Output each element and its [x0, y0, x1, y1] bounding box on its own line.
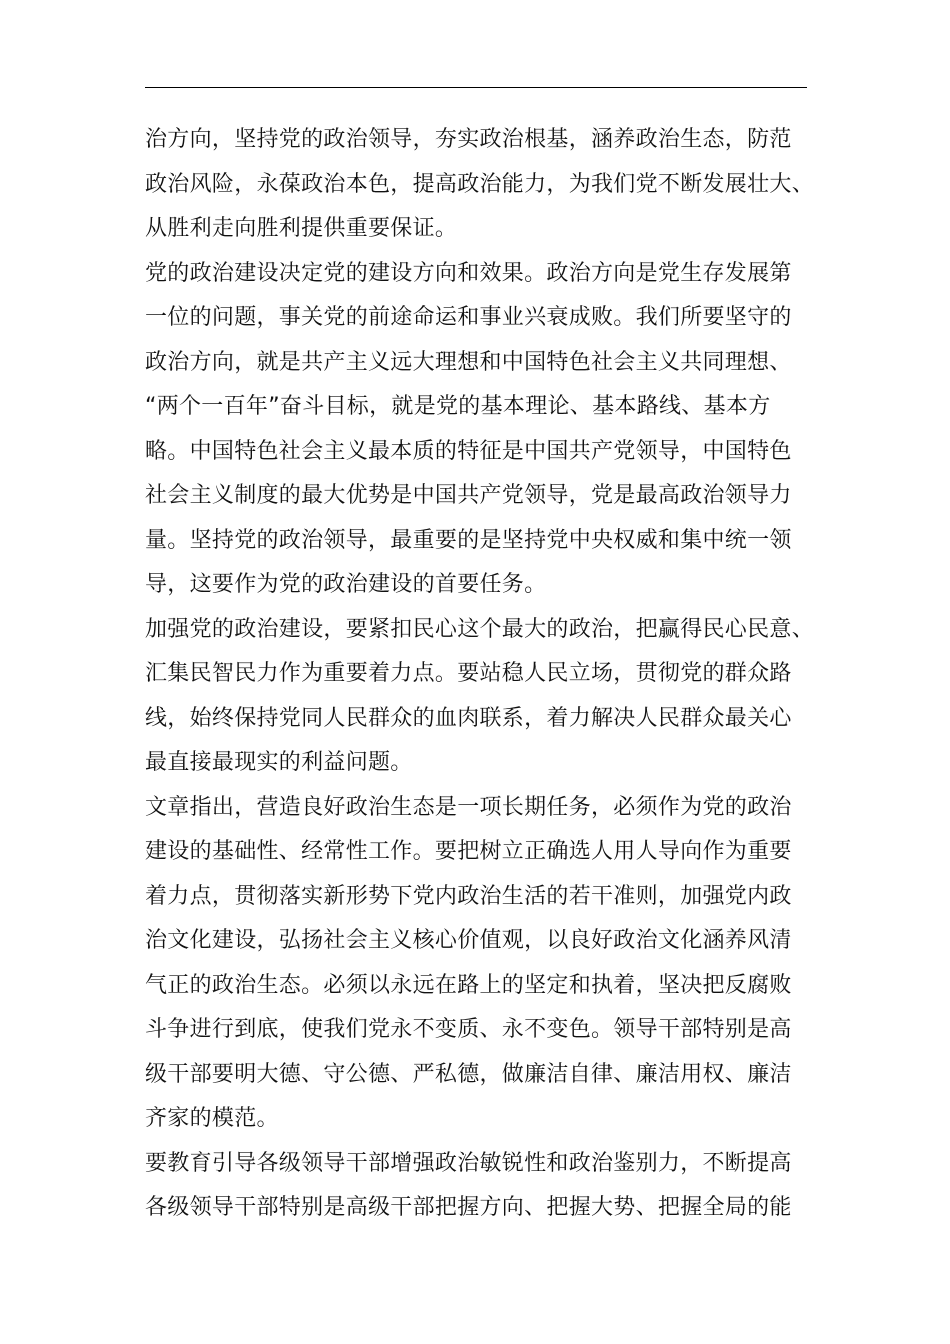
- body-text: [145, 118, 815, 1231]
- text-line: 治方向，坚持党的政治领导，夯实政治根基，涵养政治生态，防范: [145, 127, 792, 152]
- text-line: 汇集民智民力作为重要着力点。要站稳人民立场，贯彻党的群众路: [145, 661, 792, 686]
- text-line: 气正的政治生态。必须以永远在路上的坚定和执着，坚决把反腐败: [145, 972, 792, 998]
- text-line: 量。坚持党的政治领导，最重要的是坚持党中央权威和集中统一领: [145, 527, 792, 553]
- text-line: 一位的问题，事关党的前途命运和事业兴衰成败。我们所要坚守的: [145, 305, 792, 330]
- text-line: 治文化建设，弘扬社会主义核心价值观，以良好政治文化涵养风清: [145, 928, 792, 953]
- text-line: 各级领导干部特别是高级干部把握方向、把握大势、把握全局的能: [145, 1195, 792, 1220]
- text-line: 文章指出，营造良好政治生态是一项长期任务，必须作为党的政治: [145, 794, 792, 820]
- paragraph: [145, 608, 815, 786]
- text-line: 线，始终保持党同人民群众的血肉联系，着力解决人民群众最关心: [145, 705, 792, 731]
- text-line: 党的政治建设决定党的建设方向和效果。政治方向是党生存发展第: [145, 260, 792, 286]
- header-rule: [145, 87, 807, 88]
- text-line: 加强党的政治建设，要紧扣民心这个最大的政治，把赢得民心民意、: [145, 616, 815, 642]
- paragraph: [145, 252, 809, 608]
- text-line: 从胜利走向胜利提供重要保证。: [145, 216, 458, 241]
- text-line: 政治方向，就是共产主义远大理想和中国特色社会主义共同理想、: [145, 349, 792, 375]
- paragraph: [145, 1142, 809, 1231]
- text-line: “两个一百年”奋斗目标，就是党的基本理论、基本路线、基本方: [145, 394, 771, 419]
- text-line: 级干部要明大德、守公德、严私德，做廉洁自律、廉洁用权、廉洁: [145, 1061, 792, 1087]
- text-line: 齐家的模范。: [145, 1106, 279, 1131]
- paragraph: [145, 786, 809, 1142]
- text-line: 略。中国特色社会主义最本质的特征是中国共产党领导，中国特色: [145, 438, 792, 464]
- text-line: 要教育引导各级领导干部增强政治敏锐性和政治鉴别力，不断提高: [145, 1150, 792, 1176]
- text-line: 社会主义制度的最大优势是中国共产党领导，党是最高政治领导力: [145, 483, 792, 508]
- text-line: 斗争进行到底，使我们党永不变质、永不变色。领导干部特别是高: [145, 1017, 792, 1042]
- text-line: 政治风险，永葆政治本色，提高政治能力，为我们党不断发展壮大、: [145, 171, 815, 197]
- text-line: 建设的基础性、经常性工作。要把树立正确选人用人导向作为重要: [145, 839, 792, 864]
- text-line: 最直接最现实的利益问题。: [145, 750, 413, 775]
- paragraph: [145, 118, 815, 252]
- text-line: 导，这要作为党的政治建设的首要任务。: [145, 572, 547, 597]
- text-line: 着力点，贯彻落实新形势下党内政治生活的若干准则，加强党内政: [145, 883, 792, 909]
